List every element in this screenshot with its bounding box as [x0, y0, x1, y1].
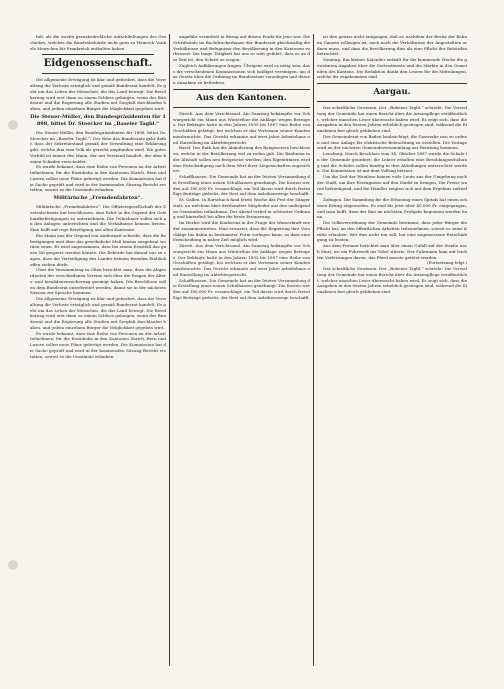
- paragraph: Sonntag. Ein kleiner Kalender enthält für die kommende Woche die gewohnten Angaben über die Gottesdienste und die Märkte in den Gemeinden des Kantons. Die Redaktion dankt den Lesern für die Mitteilungen, welche ihr zugekommen sind.: [317, 57, 467, 80]
- paragraph: ist ihm gewiss nicht entgangen, daß er, nachdem der Besitz der Bahn im Ganzen vollzogen ist, auch noch die Verhältnisse der Angestellten ordnen muss, und dass die Bevölkerung dies als eine Pflicht der Behörden betrachtet.: [317, 34, 467, 57]
- paragraph: Um die Zeit der Weinlese kamen viele Leute aus der Umgebung nach der Stadt, um ihre Erzeugnisse auf den Markt zu bringen. Die Preise waren befriedigend, und die Händler zeigten sich mit dem Ergebnis zufrieden.: [317, 174, 467, 197]
- column-rule: [313, 34, 314, 666]
- paragraph: Das schriftliche Gewissen. Der „Bobener Tagbl.“ schreibt: Die Verwaltung der Gemeinde hat einen Bericht über die Armenpflege veröffentlicht, welcher manchen Leser überrascht haben wird. Es zeigt sich, dass die Ausgaben in den letzten Jahren erheblich gestiegen sind, während die Einnahmen fast gleich geblieben sind.: [317, 105, 467, 133]
- column-rule: [169, 34, 170, 666]
- paragraph: Zugleich Aufklärungen fragen: Übrigens wird es nötig sein, dass die verschiedenen Kommissionen sich baldigst vereinigen, um das Gesetz über die Ordnung im Bundesstaat vorzulegen und dessen Annahme zu befördern.: [173, 62, 310, 85]
- paragraph: Es wurde bekannt, dass eine Reihe von Personen an der Arbeit teilnehmen; für die Eisenbahn in den Kantonen Zürich, Bern und Luzern sollen neue Pläne gefertigt werden. Die Kommission hat die Sache geprüft und wird in der kommenden Sitzung Bericht erstatten, soweit es die Umstände erlauben.: [30, 330, 166, 359]
- article-subheading: Die Steuer-Müller, den Bundespräsidenten für 1898, bittet Dr. Stoecker im „Baseler Tagbl.“: [30, 113, 166, 127]
- divider: [317, 83, 467, 84]
- paragraph: Schaffhausen. Die Gemeinde hat an der letzten Versammlung die Erstellung eines neuen Schulhauses genehmigt. Die Kosten werden auf 180,000 Fr. veranschlagt; ein Teil davon wird durch freiwillige Beiträge gedeckt, der Rest auf dem Anleihenswege beschafft.: [173, 277, 310, 300]
- paragraph: Militärische „Fremdenfahrten“. Die Offiziersgesellschaft der Zentralschweiz hat beschlossen, eine Fahrt in die Gegend der Gotthardbefestigungen zu unternehmen. Die Teilnehmer sollen sich an den Anlagen unterrichten und die Verhältnisse kennen lernen. Man hofft auf rege Beteiligung aus allen Kantonen.: [30, 204, 166, 232]
- paragraph: Zofingen. Die Sammlung für die Erbauung eines Spitals hat einen schönen Ertrag abgeworfen. Es sind bis jetzt über 40,000 Fr. eingegangen, und man hofft, dass der Bau im nächsten Frühjahr begonnen werden kann.: [317, 197, 467, 220]
- column-2: [173, 34, 310, 666]
- divider: [317, 101, 467, 102]
- paragraph: Das schriftliche Gewissen. Der „Bobener Tagbl.“ schreibt: Die Verwaltung der Gemeinde hat einen Bericht über die Armenpflege veröffentlicht, welcher manchen Leser überrascht haben wird. Es zeigt sich, dass die Ausgaben in den letzten Jahren erheblich gestiegen sind, während die Einnahmen fast gleich geblieben sind.: [317, 266, 467, 294]
- column-3: [317, 34, 467, 666]
- paragraph: ungefähr vermittelt in Bezug auf diesen Punkt für jene war. Die Schriftsäule im Buchdruckerhause der Bundesrat gleichmäßig die Verhältnisse und Befugnisse den Bevölkerung in den Kantonen verbessert. Die lange Tätigkeit hat uns so weit geführt, dass es an der Zeit ist, den Schritt zu wagen.: [173, 34, 310, 62]
- section-heading-kantone: Aus den Kantonen.: [196, 92, 287, 103]
- paragraph: Im Herbst wird die Konferenz in der Frage der Wasserkraft wieder zusammentreten. Man erwartet, dass die Regierung ihre Vorschläge bis dahin in bestimmter Form vorlegen kann, so dass eine Entscheidung in naher Zeit möglich wird.: [173, 220, 310, 243]
- column-1: [30, 34, 166, 666]
- continuation-note: (Fortsetzung folgt.): [427, 260, 467, 266]
- paragraph: Die Volksverordnung der Gemeinde bestimmt, dass jeder Bürger die Pflicht hat, an den öffentlichen Arbeiten teilzunehmen, soweit es seine Kräfte erlauben. Wer dies nicht tun will, hat eine angemessene Entschädigung zu leisten.: [317, 220, 467, 243]
- paragraph: Lenzburg. Durch Beschluss vom 14. Oktober 1897 wurde die Schule in der Gemeinde geordnet; die Lehrer erhalten eine Besoldungserhöhung und die Schüler sollen künftig in drei Abteilungen unterrichtet werden. Die Kommission ist mit dem Vollzug betraut.: [317, 151, 467, 174]
- binding-hole: [8, 120, 18, 130]
- paragraph: Über die Versammlung in Olten berichtet man, dass die Abgeordneten der verschiedenen Vereine sich über die Fragen der Alters- und Invalidenversicherung geeinigt haben. Die Beschlüsse sollen dem Bundesrat unterbreitet werden, damit sie in der nächsten Session zur Sprache kommen.: [30, 267, 166, 296]
- paragraph: Zürich. Aus dem Verichtssaal. Am Samstag bekämpfte vor Schwurgericht ein Mann aus Winterthur die Anklage wegen Betruges. Der Beklagte hatte in den Jahren 1895 bis 1897 eine Reihe von Geschäften getätigt, bei welchen er das Vertrauen seiner Kunden missbrauchte. Das Gericht erkannte auf zwei Jahre Arbeitshaus und Einstellung im Aktivbürgerrecht.: [173, 243, 310, 277]
- paragraph: Der Gemeinderat von Baden beabsichtigt, die Gaswerke neu zu ordnen und eine Anlage für elektrische Beleuchtung zu erstellen. Die Vorlage wird an der nächsten Gemeindeversammlung zur Beratung kommen.: [317, 133, 467, 151]
- divider: [173, 107, 310, 108]
- binding-hole: [8, 560, 18, 570]
- paragraph: Die allgemeine Erwägung ist klar und gefordert, dass die Verwaltung die Verluste erträglich und gemäß Bundesrat handelt. Es geht um das Leben der Menschen, die das Land bewegt. Die Bevölkerung wird erst dann zu einem Schluss gelangen, wenn der Bundesrat und die Regierung alle Stadien mit Sorgfalt durchlaufen haben, und jedem einzelnen Bürger die Möglichkeit gegeben wird.: [30, 296, 166, 330]
- paragraph: Basel. Der Rath hat die Abänderung des Baugesetzes beschlossen, welche in der Bevölkerung viel zu reden gab. Die Baulinien in der Altstadt sollen neu festgesetzt werden; den Eigentümern wird eine Entschädigung nach dem Wert ihrer Liegenschaften zugesichert.: [173, 145, 310, 174]
- paragraph: Aus dem Freiamt berichtet man über einen Unfall auf der Straße nach Muri, wo ein Fuhrwerk ins Tobel stürzte. Der Fuhrmann kam mit leichten Verletzungen davon; das Pferd musste getötet werden.: [317, 243, 467, 260]
- article-subheading: Militärische „Fremdenfahrten“.: [53, 195, 143, 201]
- paragraph: St. Gallen. In Rorschach fand letzte Woche das Fest der Sänger statt, an welchem über dreihundert Mitglieder aus den umliegenden Gemeinden teilnahmen. Der Abend verlief in schönster Ordnung und hinterließ bei allen die beste Erinnerung.: [173, 197, 310, 220]
- paragraph: Es wurde bekannt, dass eine Reihe von Personen an der Arbeit teilnehmen; für die Eisenbahn in den Kantonen Zürich, Bern und Luzern sollen neue Pläne gefertigt werden. Die Kommission hat die Sache geprüft und wird in der kommenden Sitzung Bericht erstatten, soweit es die Umstände erlauben.: [30, 164, 166, 193]
- paragraph: fuß, als die zweite grenzbedrohliche Aufschließungen des Geschickes, welches die Bundesbehörde nicht gern zu Heinrich Vonkels Menschen für Frankreich enthalten haben.: [30, 34, 166, 51]
- paragraph: Zürich. Aus dem Verichtssaal. Am Samstag bekämpfte vor Schwurgericht ein Mann aus Winterthur die Anklage wegen Betruges. Der Beklagte hatte in den Jahren 1895 bis 1897 eine Reihe von Geschäften getätigt, bei welchen er das Vertrauen seiner Kunden missbrauchte. Das Gericht erkannte auf zwei Jahre Arbeitshaus und Einstellung im Aktivbürgerrecht.: [173, 110, 310, 145]
- divider: [42, 73, 154, 74]
- section-heading-aargau: Aargau.: [373, 87, 411, 97]
- paragraph: Die allgemeine Erwägung ist klar und gefordert, dass die Verwaltung die Verluste erträglich und gemäß Bundesrat handelt. Es geht um das Leben der Menschen, die das Land bewegt. Die Bevölkerung wird erst dann zu einem Schluss gelangen, wenn der Bundesrat und die Regierung alle Stadien mit Sorgfalt durchlaufen haben, und jedem einzelnen Bürger die Möglichkeit gegeben wird.: [30, 77, 166, 111]
- paragraph: Schaffhausen. Die Gemeinde hat an der letzten Versammlung die Erstellung eines neuen Schulhauses genehmigt. Die Kosten werden auf 180,000 Fr. veranschlagt; ein Teil davon wird durch freiwillige Beiträge gedeckt, der Rest auf dem Anleihenswege beschafft.: [173, 174, 310, 197]
- paragraph: Die Steuer-Müller, den Bundespräsidenten für 1898, bittet Dr. Stoecker im „Baseler Tagbl.“: Der Bote des Bundesrats geht dafür, dass der Sekretärstand gemäß der Verwaltung eine Erklärung gibt, welche ihm vom Volk als gerecht empfunden wird. Ein gutes Vorbild ist immer der Mann, der mit Verstand handelt, der aber keinen Schaden verschuldet.: [30, 129, 166, 164]
- divider: [42, 54, 154, 55]
- divider: [173, 89, 310, 90]
- section-heading-eidgenossenschaft: Eidgenossenschaft.: [43, 58, 153, 70]
- paragraph: Ein Mann aus der Gegend von Andermatt schreibt, dass die Befestigungen weit über das gewöhnliche Maß hinaus ausgebaut worden seien. Es wird angenommen, dass bei einem Ernstfall das ganze Tal gesperrt werden könnte. Die Behörde hat darauf nur zu sagen, dass die Verteidigung des Landes keinem fremden Einblick offen stehen dürfe.: [30, 232, 166, 267]
